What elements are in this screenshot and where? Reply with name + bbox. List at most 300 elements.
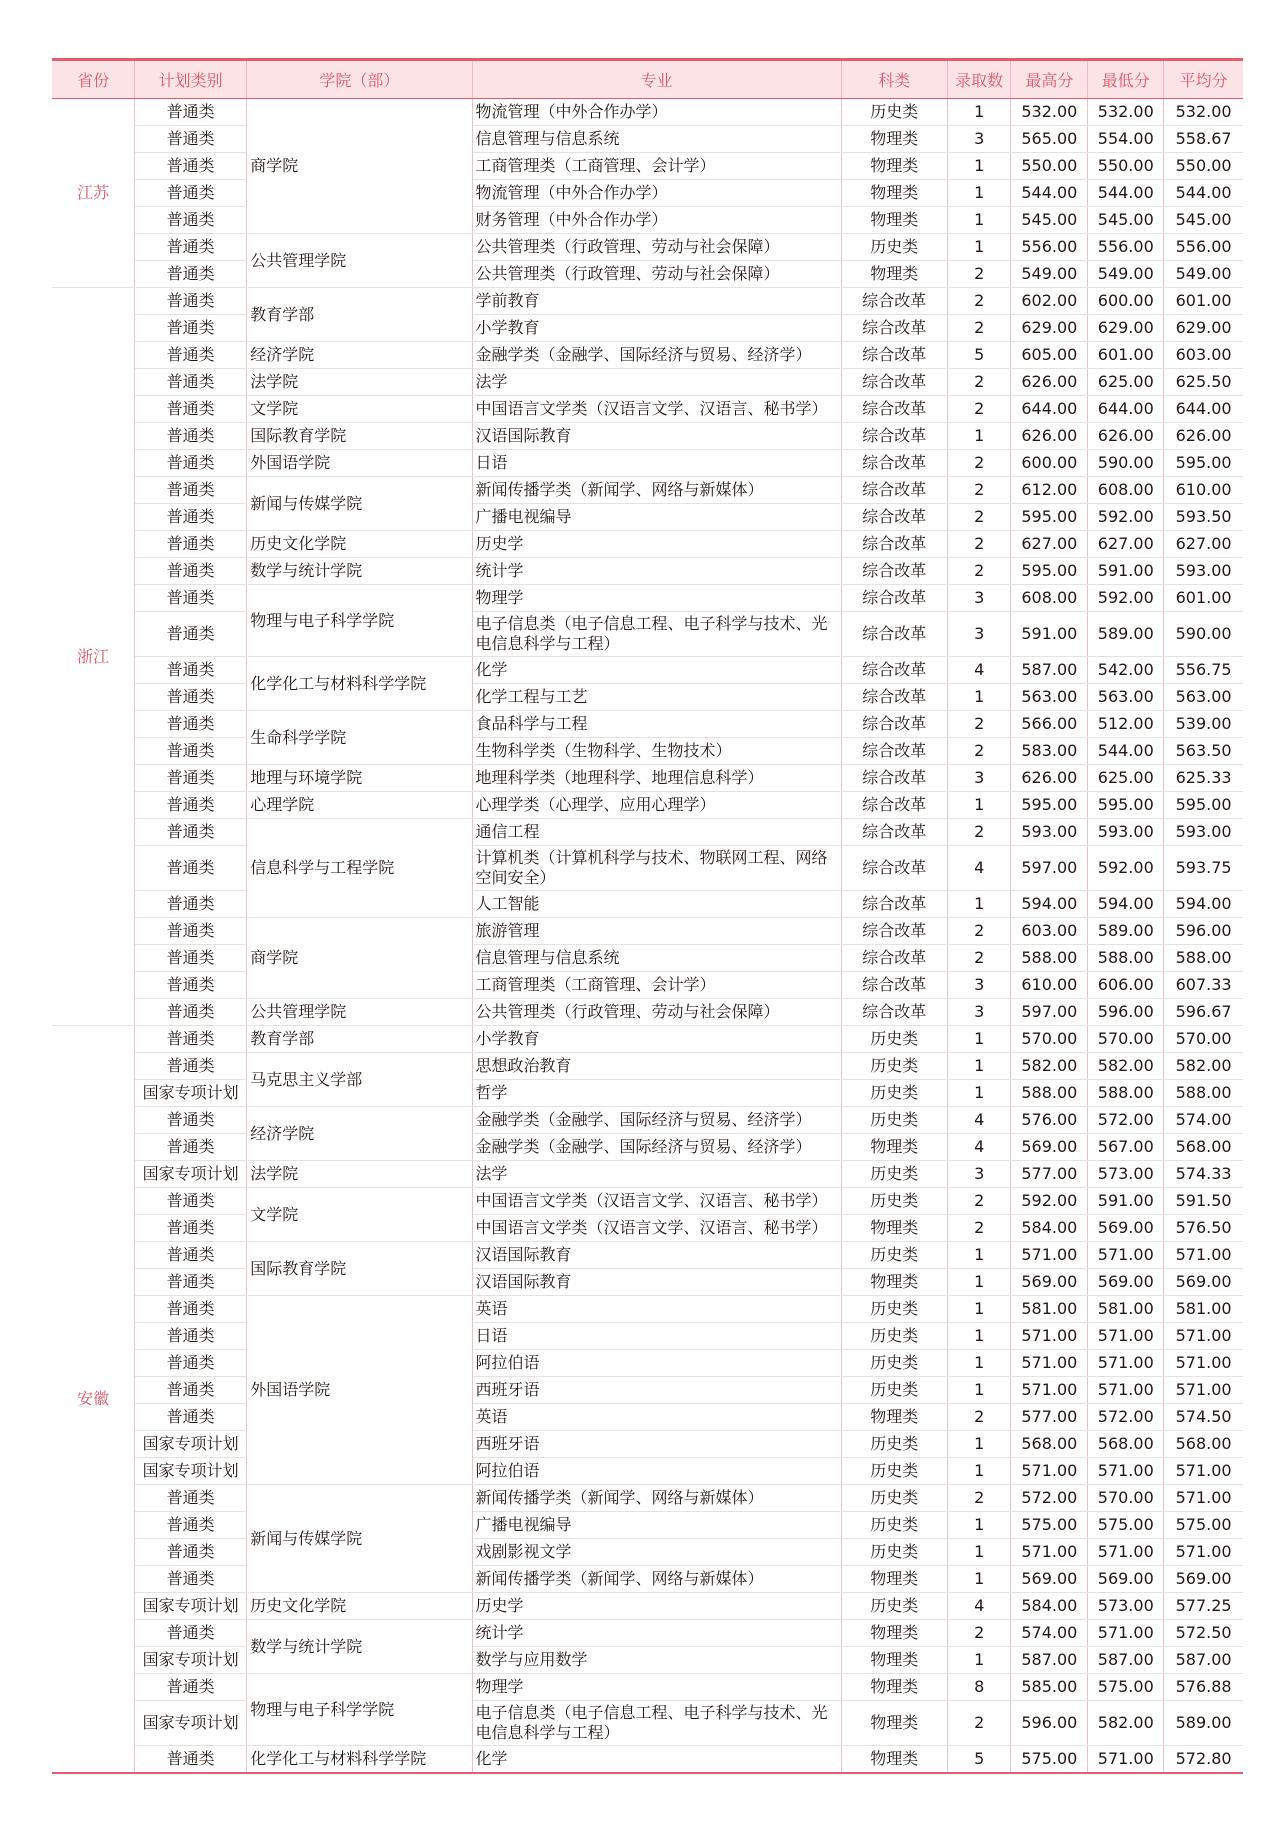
table-row — [52, 1377, 1243, 1404]
table-row — [52, 1296, 1243, 1323]
major-cell: 数学与应用数学 — [472, 1647, 841, 1674]
table-row — [52, 315, 1243, 342]
college-cell: 文学院 — [247, 1188, 472, 1242]
header-plan-type: 计划类别 — [135, 60, 247, 99]
min-score-cell: 593.00 — [1088, 819, 1164, 846]
admitted-cell: 3 — [947, 585, 1010, 612]
min-score-cell: 572.00 — [1088, 1404, 1164, 1431]
max-score-cell: 600.00 — [1011, 450, 1088, 477]
min-score-cell: 625.00 — [1088, 765, 1164, 792]
avg-score-cell: 591.50 — [1164, 1188, 1243, 1215]
plan-type-cell: 普通类 — [135, 738, 247, 765]
admitted-cell: 1 — [947, 1539, 1010, 1566]
plan-type-cell: 国家专项计划 — [135, 1701, 247, 1746]
admitted-cell: 2 — [947, 1701, 1010, 1746]
min-score-cell: 644.00 — [1088, 396, 1164, 423]
table-row — [52, 1242, 1243, 1269]
major-cell: 电子信息类（电子信息工程、电子科学与技术、光电信息科学与工程） — [472, 612, 841, 657]
major-cell: 电子信息类（电子信息工程、电子科学与技术、光电信息科学与工程） — [472, 1701, 841, 1746]
avg-score-cell: 589.00 — [1164, 1701, 1243, 1746]
college-cell: 公共管理学院 — [247, 234, 472, 288]
avg-score-cell: 626.00 — [1164, 423, 1243, 450]
plan-type-cell: 普通类 — [135, 423, 247, 450]
min-score-cell: 573.00 — [1088, 1593, 1164, 1620]
avg-score-cell: 601.00 — [1164, 288, 1243, 315]
avg-score-cell: 568.00 — [1164, 1134, 1243, 1161]
table-row — [52, 1026, 1243, 1053]
table-row — [52, 1746, 1243, 1774]
admitted-cell: 2 — [947, 738, 1010, 765]
avg-score-cell: 581.00 — [1164, 1296, 1243, 1323]
major-cell: 中国语言文学类（汉语言文学、汉语言、秘书学） — [472, 1188, 841, 1215]
subject-cell: 物理类 — [841, 207, 947, 234]
subject-cell: 物理类 — [841, 261, 947, 288]
major-cell: 历史学 — [472, 531, 841, 558]
college-cell: 信息科学与工程学院 — [247, 819, 472, 918]
admitted-cell: 1 — [947, 234, 1010, 261]
subject-cell: 物理类 — [841, 1566, 947, 1593]
subject-cell: 综合改革 — [841, 288, 947, 315]
table-row — [52, 1593, 1243, 1620]
table-row — [52, 1323, 1243, 1350]
plan-type-cell: 普通类 — [135, 315, 247, 342]
college-cell: 商学院 — [247, 99, 472, 234]
max-score-cell: 596.00 — [1011, 1701, 1088, 1746]
major-cell: 西班牙语 — [472, 1377, 841, 1404]
college-cell: 生命科学学院 — [247, 711, 472, 765]
plan-type-cell: 普通类 — [135, 558, 247, 585]
table-row — [52, 99, 1243, 126]
avg-score-cell: 603.00 — [1164, 342, 1243, 369]
province-cell: 安徽 — [52, 1026, 135, 1774]
max-score-cell: 577.00 — [1011, 1404, 1088, 1431]
plan-type-cell: 普通类 — [135, 1269, 247, 1296]
avg-score-cell: 590.00 — [1164, 612, 1243, 657]
subject-cell: 历史类 — [841, 1512, 947, 1539]
avg-score-cell: 563.50 — [1164, 738, 1243, 765]
major-cell: 统计学 — [472, 558, 841, 585]
min-score-cell: 569.00 — [1088, 1269, 1164, 1296]
avg-score-cell: 587.00 — [1164, 1647, 1243, 1674]
min-score-cell: 532.00 — [1088, 99, 1164, 126]
max-score-cell: 569.00 — [1011, 1134, 1088, 1161]
subject-cell: 综合改革 — [841, 477, 947, 504]
plan-type-cell: 普通类 — [135, 369, 247, 396]
avg-score-cell: 571.00 — [1164, 1350, 1243, 1377]
max-score-cell: 629.00 — [1011, 315, 1088, 342]
plan-type-cell: 普通类 — [135, 99, 247, 126]
max-score-cell: 597.00 — [1011, 999, 1088, 1026]
subject-cell: 综合改革 — [841, 396, 947, 423]
avg-score-cell: 549.00 — [1164, 261, 1243, 288]
subject-cell: 物理类 — [841, 1404, 947, 1431]
subject-cell: 物理类 — [841, 1674, 947, 1701]
admitted-cell: 4 — [947, 846, 1010, 891]
admitted-cell: 1 — [947, 1350, 1010, 1377]
admitted-cell: 1 — [947, 684, 1010, 711]
plan-type-cell: 普通类 — [135, 1539, 247, 1566]
min-score-cell: 588.00 — [1088, 1080, 1164, 1107]
subject-cell: 物理类 — [841, 180, 947, 207]
table-row — [52, 504, 1243, 531]
major-cell: 中国语言文学类（汉语言文学、汉语言、秘书学） — [472, 1215, 841, 1242]
admitted-cell: 3 — [947, 765, 1010, 792]
major-cell: 物理学 — [472, 1674, 841, 1701]
min-score-cell: 544.00 — [1088, 738, 1164, 765]
header-max: 最高分 — [1011, 60, 1088, 99]
major-cell: 人工智能 — [472, 891, 841, 918]
avg-score-cell: 574.33 — [1164, 1161, 1243, 1188]
header-college: 学院（部） — [247, 60, 472, 99]
subject-cell: 综合改革 — [841, 315, 947, 342]
table-row — [52, 1188, 1243, 1215]
admitted-cell: 3 — [947, 999, 1010, 1026]
avg-score-cell: 588.00 — [1164, 1080, 1243, 1107]
province-cell: 浙江 — [52, 288, 135, 1026]
plan-type-cell: 普通类 — [135, 819, 247, 846]
major-cell: 信息管理与信息系统 — [472, 126, 841, 153]
table-row — [52, 396, 1243, 423]
min-score-cell: 595.00 — [1088, 792, 1164, 819]
major-cell: 戏剧影视文学 — [472, 1539, 841, 1566]
avg-score-cell: 556.75 — [1164, 657, 1243, 684]
min-score-cell: 512.00 — [1088, 711, 1164, 738]
header-major: 专业 — [472, 60, 841, 99]
plan-type-cell: 普通类 — [135, 234, 247, 261]
max-score-cell: 571.00 — [1011, 1377, 1088, 1404]
header-province: 省份 — [52, 60, 135, 99]
max-score-cell: 612.00 — [1011, 477, 1088, 504]
table-row — [52, 288, 1243, 315]
table-row — [52, 972, 1243, 999]
avg-score-cell: 571.00 — [1164, 1458, 1243, 1485]
subject-cell: 综合改革 — [841, 711, 947, 738]
admitted-cell: 2 — [947, 711, 1010, 738]
max-score-cell: 593.00 — [1011, 819, 1088, 846]
table-row — [52, 585, 1243, 612]
major-cell: 物理学 — [472, 585, 841, 612]
max-score-cell: 550.00 — [1011, 153, 1088, 180]
admitted-cell: 2 — [947, 288, 1010, 315]
college-cell: 化学化工与材料科学学院 — [247, 657, 472, 711]
major-cell: 公共管理类（行政管理、劳动与社会保障） — [472, 261, 841, 288]
college-cell: 文学院 — [247, 396, 472, 423]
min-score-cell: 582.00 — [1088, 1701, 1164, 1746]
avg-score-cell: 596.00 — [1164, 918, 1243, 945]
admitted-cell: 2 — [947, 1215, 1010, 1242]
avg-score-cell: 596.67 — [1164, 999, 1243, 1026]
plan-type-cell: 普通类 — [135, 1746, 247, 1774]
plan-type-cell: 国家专项计划 — [135, 1431, 247, 1458]
subject-cell: 综合改革 — [841, 423, 947, 450]
major-cell: 公共管理类（行政管理、劳动与社会保障） — [472, 999, 841, 1026]
table-body — [52, 99, 1243, 1774]
avg-score-cell: 558.67 — [1164, 126, 1243, 153]
table-row — [52, 1647, 1243, 1674]
subject-cell: 综合改革 — [841, 369, 947, 396]
major-cell: 日语 — [472, 1323, 841, 1350]
min-score-cell: 594.00 — [1088, 891, 1164, 918]
max-score-cell: 569.00 — [1011, 1566, 1088, 1593]
plan-type-cell: 普通类 — [135, 1404, 247, 1431]
major-cell: 新闻传播学类（新闻学、网络与新媒体） — [472, 1485, 841, 1512]
major-cell: 物流管理（中外合作办学） — [472, 180, 841, 207]
admitted-cell: 1 — [947, 1377, 1010, 1404]
avg-score-cell: 544.00 — [1164, 180, 1243, 207]
college-cell: 国际教育学院 — [247, 423, 472, 450]
plan-type-cell: 普通类 — [135, 342, 247, 369]
admitted-cell: 2 — [947, 315, 1010, 342]
subject-cell: 综合改革 — [841, 558, 947, 585]
plan-type-cell: 普通类 — [135, 1053, 247, 1080]
admitted-cell: 1 — [947, 1431, 1010, 1458]
avg-score-cell: 593.50 — [1164, 504, 1243, 531]
avg-score-cell: 571.00 — [1164, 1242, 1243, 1269]
min-score-cell: 569.00 — [1088, 1215, 1164, 1242]
admitted-cell: 2 — [947, 1485, 1010, 1512]
admitted-cell: 2 — [947, 1620, 1010, 1647]
header-admitted: 录取数 — [947, 60, 1010, 99]
plan-type-cell: 普通类 — [135, 126, 247, 153]
college-cell: 物理与电子科学学院 — [247, 1674, 472, 1746]
header-min: 最低分 — [1088, 60, 1164, 99]
plan-type-cell: 普通类 — [135, 684, 247, 711]
plan-type-cell: 普通类 — [135, 891, 247, 918]
college-cell: 外国语学院 — [247, 1296, 472, 1485]
avg-score-cell: 601.00 — [1164, 585, 1243, 612]
avg-score-cell: 593.00 — [1164, 558, 1243, 585]
max-score-cell: 602.00 — [1011, 288, 1088, 315]
min-score-cell: 571.00 — [1088, 1458, 1164, 1485]
min-score-cell: 626.00 — [1088, 423, 1164, 450]
table-row — [52, 342, 1243, 369]
plan-type-cell: 普通类 — [135, 1107, 247, 1134]
min-score-cell: 582.00 — [1088, 1053, 1164, 1080]
min-score-cell: 588.00 — [1088, 945, 1164, 972]
admitted-cell: 1 — [947, 1269, 1010, 1296]
max-score-cell: 571.00 — [1011, 1350, 1088, 1377]
max-score-cell: 595.00 — [1011, 504, 1088, 531]
major-cell: 英语 — [472, 1404, 841, 1431]
table-row — [52, 1431, 1243, 1458]
subject-cell: 物理类 — [841, 1215, 947, 1242]
major-cell: 西班牙语 — [472, 1431, 841, 1458]
subject-cell: 历史类 — [841, 1026, 947, 1053]
avg-score-cell: 572.50 — [1164, 1620, 1243, 1647]
college-cell: 新闻与传媒学院 — [247, 1485, 472, 1593]
avg-score-cell: 644.00 — [1164, 396, 1243, 423]
major-cell: 工商管理类（工商管理、会计学） — [472, 153, 841, 180]
table-row — [52, 612, 1243, 657]
subject-cell: 历史类 — [841, 1485, 947, 1512]
table-row — [52, 1485, 1243, 1512]
subject-cell: 综合改革 — [841, 918, 947, 945]
college-cell: 新闻与传媒学院 — [247, 477, 472, 531]
max-score-cell: 532.00 — [1011, 99, 1088, 126]
max-score-cell: 584.00 — [1011, 1593, 1088, 1620]
avg-score-cell: 539.00 — [1164, 711, 1243, 738]
admission-scores-table-container — [52, 58, 1243, 1774]
plan-type-cell: 普通类 — [135, 792, 247, 819]
major-cell: 新闻传播学类（新闻学、网络与新媒体） — [472, 1566, 841, 1593]
admitted-cell: 2 — [947, 369, 1010, 396]
college-cell: 经济学院 — [247, 1107, 472, 1161]
min-score-cell: 571.00 — [1088, 1620, 1164, 1647]
max-score-cell: 587.00 — [1011, 657, 1088, 684]
table-row — [52, 999, 1243, 1026]
admitted-cell: 2 — [947, 261, 1010, 288]
major-cell: 中国语言文学类（汉语言文学、汉语言、秘书学） — [472, 396, 841, 423]
avg-score-cell: 582.00 — [1164, 1053, 1243, 1080]
college-cell: 公共管理学院 — [247, 999, 472, 1026]
min-score-cell: 592.00 — [1088, 504, 1164, 531]
province-cell: 江苏 — [52, 99, 135, 288]
min-score-cell: 567.00 — [1088, 1134, 1164, 1161]
min-score-cell: 625.00 — [1088, 369, 1164, 396]
plan-type-cell: 国家专项计划 — [135, 1647, 247, 1674]
admitted-cell: 1 — [947, 891, 1010, 918]
table-row — [52, 1674, 1243, 1701]
plan-type-cell: 普通类 — [135, 261, 247, 288]
admitted-cell: 1 — [947, 99, 1010, 126]
min-score-cell: 589.00 — [1088, 612, 1164, 657]
major-cell: 历史学 — [472, 1593, 841, 1620]
min-score-cell: 587.00 — [1088, 1647, 1164, 1674]
major-cell: 地理科学类（地理科学、地理信息科学） — [472, 765, 841, 792]
college-cell: 心理学院 — [247, 792, 472, 819]
plan-type-cell: 国家专项计划 — [135, 1458, 247, 1485]
plan-type-cell: 普通类 — [135, 918, 247, 945]
admitted-cell: 2 — [947, 450, 1010, 477]
table-row — [52, 819, 1243, 846]
plan-type-cell: 国家专项计划 — [135, 1593, 247, 1620]
major-cell: 阿拉伯语 — [472, 1458, 841, 1485]
min-score-cell: 592.00 — [1088, 846, 1164, 891]
avg-score-cell: 571.00 — [1164, 1485, 1243, 1512]
plan-type-cell: 普通类 — [135, 945, 247, 972]
max-score-cell: 556.00 — [1011, 234, 1088, 261]
max-score-cell: 592.00 — [1011, 1188, 1088, 1215]
major-cell: 生物科学类（生物科学、生物技术） — [472, 738, 841, 765]
plan-type-cell: 普通类 — [135, 657, 247, 684]
college-cell: 经济学院 — [247, 342, 472, 369]
college-cell: 马克思主义学部 — [247, 1053, 472, 1107]
admitted-cell: 1 — [947, 1242, 1010, 1269]
avg-score-cell: 576.88 — [1164, 1674, 1243, 1701]
major-cell: 法学 — [472, 369, 841, 396]
subject-cell: 综合改革 — [841, 972, 947, 999]
plan-type-cell: 普通类 — [135, 1620, 247, 1647]
max-score-cell: 571.00 — [1011, 1323, 1088, 1350]
admitted-cell: 2 — [947, 531, 1010, 558]
subject-cell: 物理类 — [841, 153, 947, 180]
avg-score-cell: 571.00 — [1164, 1377, 1243, 1404]
avg-score-cell: 571.00 — [1164, 1323, 1243, 1350]
min-score-cell: 563.00 — [1088, 684, 1164, 711]
major-cell: 工商管理类（工商管理、会计学） — [472, 972, 841, 999]
plan-type-cell: 普通类 — [135, 207, 247, 234]
admitted-cell: 1 — [947, 1296, 1010, 1323]
subject-cell: 综合改革 — [841, 531, 947, 558]
admitted-cell: 1 — [947, 1026, 1010, 1053]
min-score-cell: 591.00 — [1088, 558, 1164, 585]
min-score-cell: 591.00 — [1088, 1188, 1164, 1215]
max-score-cell: 605.00 — [1011, 342, 1088, 369]
table-row — [52, 558, 1243, 585]
max-score-cell: 627.00 — [1011, 531, 1088, 558]
admitted-cell: 4 — [947, 1593, 1010, 1620]
major-cell: 广播电视编导 — [472, 1512, 841, 1539]
min-score-cell: 544.00 — [1088, 180, 1164, 207]
plan-type-cell: 普通类 — [135, 999, 247, 1026]
max-score-cell: 582.00 — [1011, 1053, 1088, 1080]
min-score-cell: 542.00 — [1088, 657, 1164, 684]
major-cell: 财务管理（中外合作办学） — [472, 207, 841, 234]
max-score-cell: 626.00 — [1011, 765, 1088, 792]
plan-type-cell: 普通类 — [135, 288, 247, 315]
plan-type-cell: 普通类 — [135, 1296, 247, 1323]
major-cell: 计算机类（计算机科学与技术、物联网工程、网络空间安全） — [472, 846, 841, 891]
major-cell: 学前教育 — [472, 288, 841, 315]
table-row — [52, 792, 1243, 819]
admitted-cell: 3 — [947, 1161, 1010, 1188]
college-cell: 外国语学院 — [247, 450, 472, 477]
table-row — [52, 1458, 1243, 1485]
avg-score-cell: 627.00 — [1164, 531, 1243, 558]
max-score-cell: 549.00 — [1011, 261, 1088, 288]
admitted-cell: 1 — [947, 792, 1010, 819]
min-score-cell: 571.00 — [1088, 1746, 1164, 1774]
admitted-cell: 8 — [947, 1674, 1010, 1701]
plan-type-cell: 普通类 — [135, 477, 247, 504]
avg-score-cell: 629.00 — [1164, 315, 1243, 342]
min-score-cell: 581.00 — [1088, 1296, 1164, 1323]
table-row — [52, 1269, 1243, 1296]
avg-score-cell: 593.75 — [1164, 846, 1243, 891]
max-score-cell: 570.00 — [1011, 1026, 1088, 1053]
avg-score-cell: 568.00 — [1164, 1431, 1243, 1458]
min-score-cell: 572.00 — [1088, 1107, 1164, 1134]
subject-cell: 历史类 — [841, 1350, 947, 1377]
min-score-cell: 556.00 — [1088, 234, 1164, 261]
admitted-cell: 3 — [947, 612, 1010, 657]
min-score-cell: 545.00 — [1088, 207, 1164, 234]
plan-type-cell: 普通类 — [135, 765, 247, 792]
max-score-cell: 571.00 — [1011, 1539, 1088, 1566]
max-score-cell: 566.00 — [1011, 711, 1088, 738]
table-row — [52, 1215, 1243, 1242]
max-score-cell: 608.00 — [1011, 585, 1088, 612]
table-row — [52, 153, 1243, 180]
subject-cell: 历史类 — [841, 1539, 947, 1566]
major-cell: 化学 — [472, 1746, 841, 1774]
major-cell: 化学 — [472, 657, 841, 684]
plan-type-cell: 普通类 — [135, 1512, 247, 1539]
admitted-cell: 2 — [947, 819, 1010, 846]
min-score-cell: 571.00 — [1088, 1377, 1164, 1404]
subject-cell: 综合改革 — [841, 585, 947, 612]
avg-score-cell: 550.00 — [1164, 153, 1243, 180]
min-score-cell: 570.00 — [1088, 1026, 1164, 1053]
admitted-cell: 3 — [947, 126, 1010, 153]
admitted-cell: 2 — [947, 918, 1010, 945]
subject-cell: 物理类 — [841, 1269, 947, 1296]
subject-cell: 历史类 — [841, 1296, 947, 1323]
admission-scores-table — [52, 58, 1243, 1774]
max-score-cell: 576.00 — [1011, 1107, 1088, 1134]
plan-type-cell: 普通类 — [135, 396, 247, 423]
major-cell: 思想政治教育 — [472, 1053, 841, 1080]
